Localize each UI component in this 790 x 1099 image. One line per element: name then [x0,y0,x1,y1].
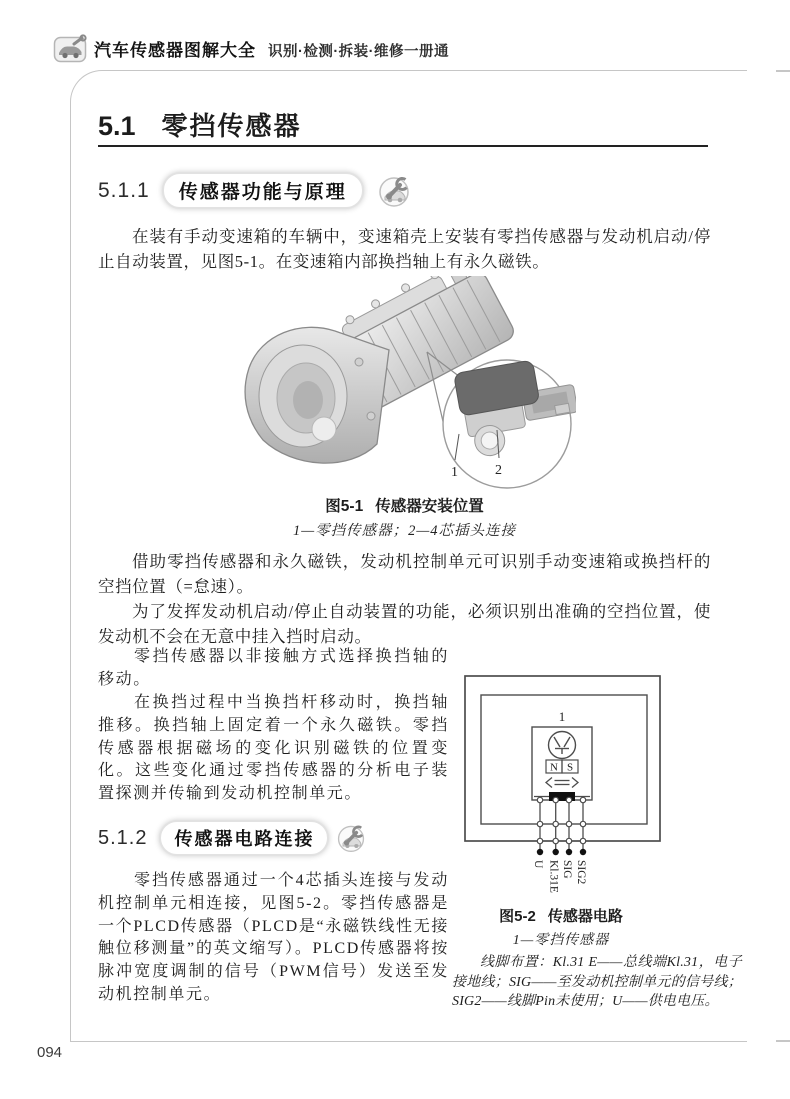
figure1-label-2: 2 [495,463,502,478]
left-column [98,646,449,1018]
figure-gearbox-illustration [231,276,576,489]
figure2-caption-number: 图5-2 [499,908,536,925]
paragraph-startstop: 为了发挥发动机启动/停止自动装置的功能，必须识别出准确的空挡位置，使发动机不会在无意中挂入挡时启动。 [98,602,711,647]
magnet-n-label: N [550,761,558,774]
figure-sensor-circuit-diagram [462,674,664,908]
pin-assignment-note: 线脚布置：Kl.31 E——总线端Kl.31，电子接地线；SIG——至发动机控制单元的信号线；SIG2——线脚Pin未使用；U——供电电压。 [452,955,742,1010]
page-header [94,36,449,61]
figure2-legend: 1—零挡传感器 [512,933,610,948]
paragraph-intro: 在装有手动变速箱的车辆中，变速箱壳上安装有零挡传感器与发动机启动/停止自动装置，见图5-1。在变速箱内部换挡轴上有永久磁铁。 [98,227,711,272]
wrench-icon [376,173,412,209]
figure1-label-1: 1 [451,465,458,480]
book-title: 汽车传感器图解大全 [94,41,256,60]
circuit-component-label: 1 [558,709,566,724]
pin-label-sig2: SIG2 [575,860,587,885]
figure1-caption-number: 图5-1 [325,498,364,515]
section-heading [98,106,302,143]
pin-label-sig: SIG [561,860,573,879]
subsection-number: 5.1.1 [98,178,150,202]
paragraph-plcd: 零挡传感器通过一个4芯插头连接与发动机控制单元相连接，见图5-2。零挡传感器是一个PLCD传感器（PLCD是“永磁铁线性无接触位移测量”的英文缩写）。PLCD传感器将按脉冲宽度调制的信号（PWM信号）发送至发动机控制单元。 [98,872,449,1003]
subsection-badge: 传感器电路连接 [159,820,329,856]
pin-label-kl31e: Kl.31E [547,860,560,893]
paragraph-noncontact: 零挡传感器以非接触方式选择换挡轴的移动。 [98,648,449,688]
pin-label-u: U [532,860,544,869]
car-wrench-logo-icon [53,34,89,64]
figure2-caption-title: 传感器电路 [547,908,623,925]
frame-edge-bottom [776,1040,790,1042]
subsection-heading-512 [98,820,367,856]
page-number: 094 [37,1044,63,1061]
figure1-caption-title: 传感器安装位置 [375,498,484,515]
section-title: 零挡传感器 [161,111,302,141]
subsection-heading-511 [98,172,412,209]
book-subtitle: 识别·检测·拆装·维修一册通 [268,44,449,60]
figure1-caption [98,494,711,516]
paragraph-neutral-detect: 借助零挡传感器和永久磁铁，发动机控制单元可识别手动变速箱或换挡杆的空挡位置（=怠速）。 [98,552,711,597]
subsection-badge: 传感器功能与原理 [162,172,364,209]
subsection-number: 5.1.2 [98,826,148,849]
wire-terminals [537,849,586,855]
frame-edge-top [776,70,790,72]
wire-junctions [537,797,585,843]
section-number: 5.1 [98,111,136,141]
figure2-caption [460,905,662,926]
paragraph-magnet-shift: 在换挡过程中当换挡杆移动时，换挡轴推移。换挡轴上固定着一个永久磁铁。零挡传感器根据磁场的变化识别磁铁的位置变化。这些变化通过零挡传感器的分析电子装置探测并传输到发动机控制单元。 [98,694,449,803]
section-underline [98,145,708,147]
wires [540,800,583,852]
wrench-icon [335,822,367,854]
figure1-legend: 1—零挡传感器；2—4芯插头连接 [292,523,517,539]
magnet-s-label: S [566,761,574,774]
